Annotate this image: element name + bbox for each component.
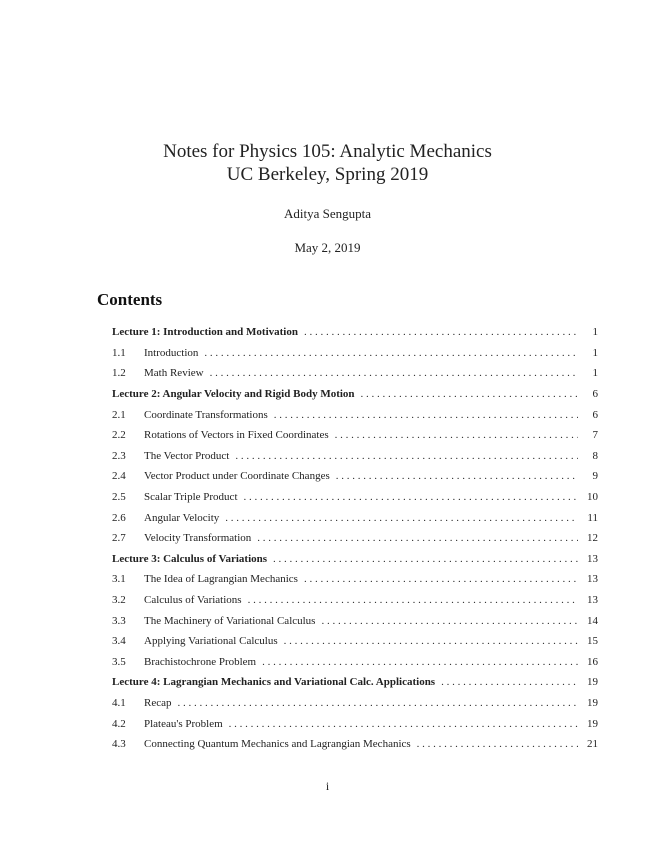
toc-leader-dots [229, 718, 578, 730]
toc-entry-title: Recap [144, 696, 172, 709]
toc-leader-dots [177, 697, 578, 709]
toc-page-number: 19 [587, 717, 598, 730]
toc-page-number: 13 [587, 552, 598, 565]
toc-section-entry[interactable] [112, 507, 598, 528]
toc-section-number: 2.4 [112, 470, 126, 483]
toc-entry-title: Lecture 3: Calculus of Variations [112, 552, 268, 565]
toc-page-number: 11 [587, 511, 598, 524]
toc-page-number: 1 [592, 326, 598, 339]
toc-entry-title: Applying Variational Calculus [144, 635, 278, 648]
toc-section-entry[interactable] [112, 652, 598, 673]
toc-page-number: 8 [592, 449, 598, 462]
toc-page-number: 13 [587, 573, 598, 586]
toc-section-number: 3.4 [112, 635, 126, 648]
toc-section-number: 3.3 [112, 614, 126, 627]
toc-entry-title: Rotations of Vectors in Fixed Coordinates [144, 429, 329, 442]
toc-section-entry[interactable] [112, 693, 598, 714]
toc-page-number: 21 [587, 738, 598, 751]
toc-leader-dots [361, 388, 578, 400]
toc-section-number: 1.1 [112, 346, 126, 359]
toc-section-number: 2.1 [112, 408, 126, 421]
toc-section-number: 4.3 [112, 738, 126, 751]
toc-entry-title: Connecting Quantum Mechanics and Lagrangian Mechanics [144, 738, 411, 751]
toc-lecture-entry[interactable] [112, 322, 598, 343]
toc-section-entry[interactable] [112, 569, 598, 590]
toc-entry-title: Velocity Transformation [144, 532, 252, 545]
toc-leader-dots [235, 450, 578, 462]
toc-page-number: 6 [592, 408, 598, 421]
toc-page-number: 10 [587, 491, 598, 504]
toc-section-number: 3.5 [112, 655, 126, 668]
toc-section-number: 4.2 [112, 717, 126, 730]
toc-page-number: 12 [587, 532, 598, 545]
toc-entry-title: Calculus of Variations [144, 594, 242, 607]
toc-page-number: 13 [587, 594, 598, 607]
toc-section-entry[interactable] [112, 343, 598, 364]
toc-entry-title: Coordinate Transformations [144, 408, 268, 421]
toc-section-entry[interactable] [112, 446, 598, 467]
author: Aditya Sengupta [283, 206, 371, 221]
toc-section-number: 2.2 [112, 429, 126, 442]
toc-section-entry[interactable] [112, 404, 598, 425]
toc-entry-title: Scalar Triple Product [144, 491, 238, 504]
toc-section-entry[interactable] [112, 466, 598, 487]
toc-leader-dots [225, 512, 578, 524]
toc-page-number: 19 [587, 696, 598, 709]
toc-section-entry[interactable] [112, 425, 598, 446]
table-of-contents [112, 322, 598, 754]
toc-section-number: 3.1 [112, 573, 126, 586]
toc-section-number: 2.7 [112, 532, 126, 545]
toc-section-number: 2.5 [112, 491, 126, 504]
date: May 2, 2019 [294, 240, 361, 255]
toc-leader-dots [210, 367, 578, 379]
toc-section-number: 3.2 [112, 594, 126, 607]
toc-entry-title: The Vector Product [144, 449, 230, 462]
toc-section-entry[interactable] [112, 734, 598, 755]
toc-entry-title: Introduction [144, 346, 199, 359]
toc-leader-dots [441, 676, 578, 688]
toc-section-entry[interactable] [112, 487, 598, 508]
toc-section-entry[interactable] [112, 610, 598, 631]
toc-section-number: 1.2 [112, 367, 126, 380]
toc-section-entry[interactable] [112, 713, 598, 734]
toc-page-number: 9 [592, 470, 598, 483]
toc-section-entry[interactable] [112, 528, 598, 549]
toc-entry-title: The Idea of Lagrangian Mechanics [144, 573, 298, 586]
toc-entry-title: Lecture 1: Introduction and Motivation [112, 326, 298, 339]
toc-leader-dots [304, 573, 578, 585]
toc-leader-dots [335, 429, 578, 441]
toc-leader-dots [321, 615, 578, 627]
toc-section-entry[interactable] [112, 590, 598, 611]
toc-lecture-entry[interactable] [112, 672, 598, 693]
toc-page-number: 6 [592, 388, 598, 401]
toc-entry-title: The Machinery of Variational Calculus [144, 614, 316, 627]
page-number: i [325, 779, 330, 793]
toc-leader-dots [417, 738, 578, 750]
toc-page-number: 1 [592, 367, 598, 380]
toc-page-number: 7 [592, 429, 598, 442]
toc-leader-dots [336, 470, 578, 482]
title-block [0, 140, 655, 186]
toc-leader-dots [273, 553, 578, 565]
toc-page-number: 14 [587, 614, 598, 627]
toc-entry-title: Vector Product under Coordinate Changes [144, 470, 330, 483]
toc-leader-dots [244, 491, 579, 503]
toc-leader-dots [248, 594, 578, 606]
toc-entry-title: Math Review [144, 367, 204, 380]
toc-lecture-entry[interactable] [112, 549, 598, 570]
toc-section-number: 2.3 [112, 449, 126, 462]
toc-section-number: 2.6 [112, 511, 126, 524]
toc-page-number: 19 [587, 676, 598, 689]
toc-page-number: 1 [592, 346, 598, 359]
toc-leader-dots [304, 326, 578, 338]
toc-section-number: 4.1 [112, 696, 126, 709]
toc-entry-title: Angular Velocity [144, 511, 220, 524]
contents-heading: Contents [97, 290, 163, 309]
toc-leader-dots [274, 409, 578, 421]
toc-leader-dots [284, 635, 578, 647]
toc-page-number: 15 [587, 635, 598, 648]
document-subtitle: UC Berkeley, Spring 2019 [226, 164, 429, 185]
toc-entry-title: Lecture 2: Angular Velocity and Rigid Body Motion [112, 388, 355, 401]
toc-entry-title: Plateau's Problem [144, 717, 223, 730]
toc-entry-title: Lecture 4: Lagrangian Mechanics and Variational Calc. Applications [112, 676, 436, 689]
toc-page-number: 16 [587, 655, 598, 668]
toc-entry-title: Brachistochrone Problem [144, 655, 257, 668]
toc-section-entry[interactable] [112, 631, 598, 652]
toc-lecture-entry[interactable] [112, 384, 598, 405]
toc-leader-dots [204, 347, 578, 359]
document-title: Notes for Physics 105: Analytic Mechanics [163, 141, 492, 162]
toc-section-entry[interactable] [112, 363, 598, 384]
toc-leader-dots [262, 656, 578, 668]
toc-leader-dots [257, 532, 578, 544]
